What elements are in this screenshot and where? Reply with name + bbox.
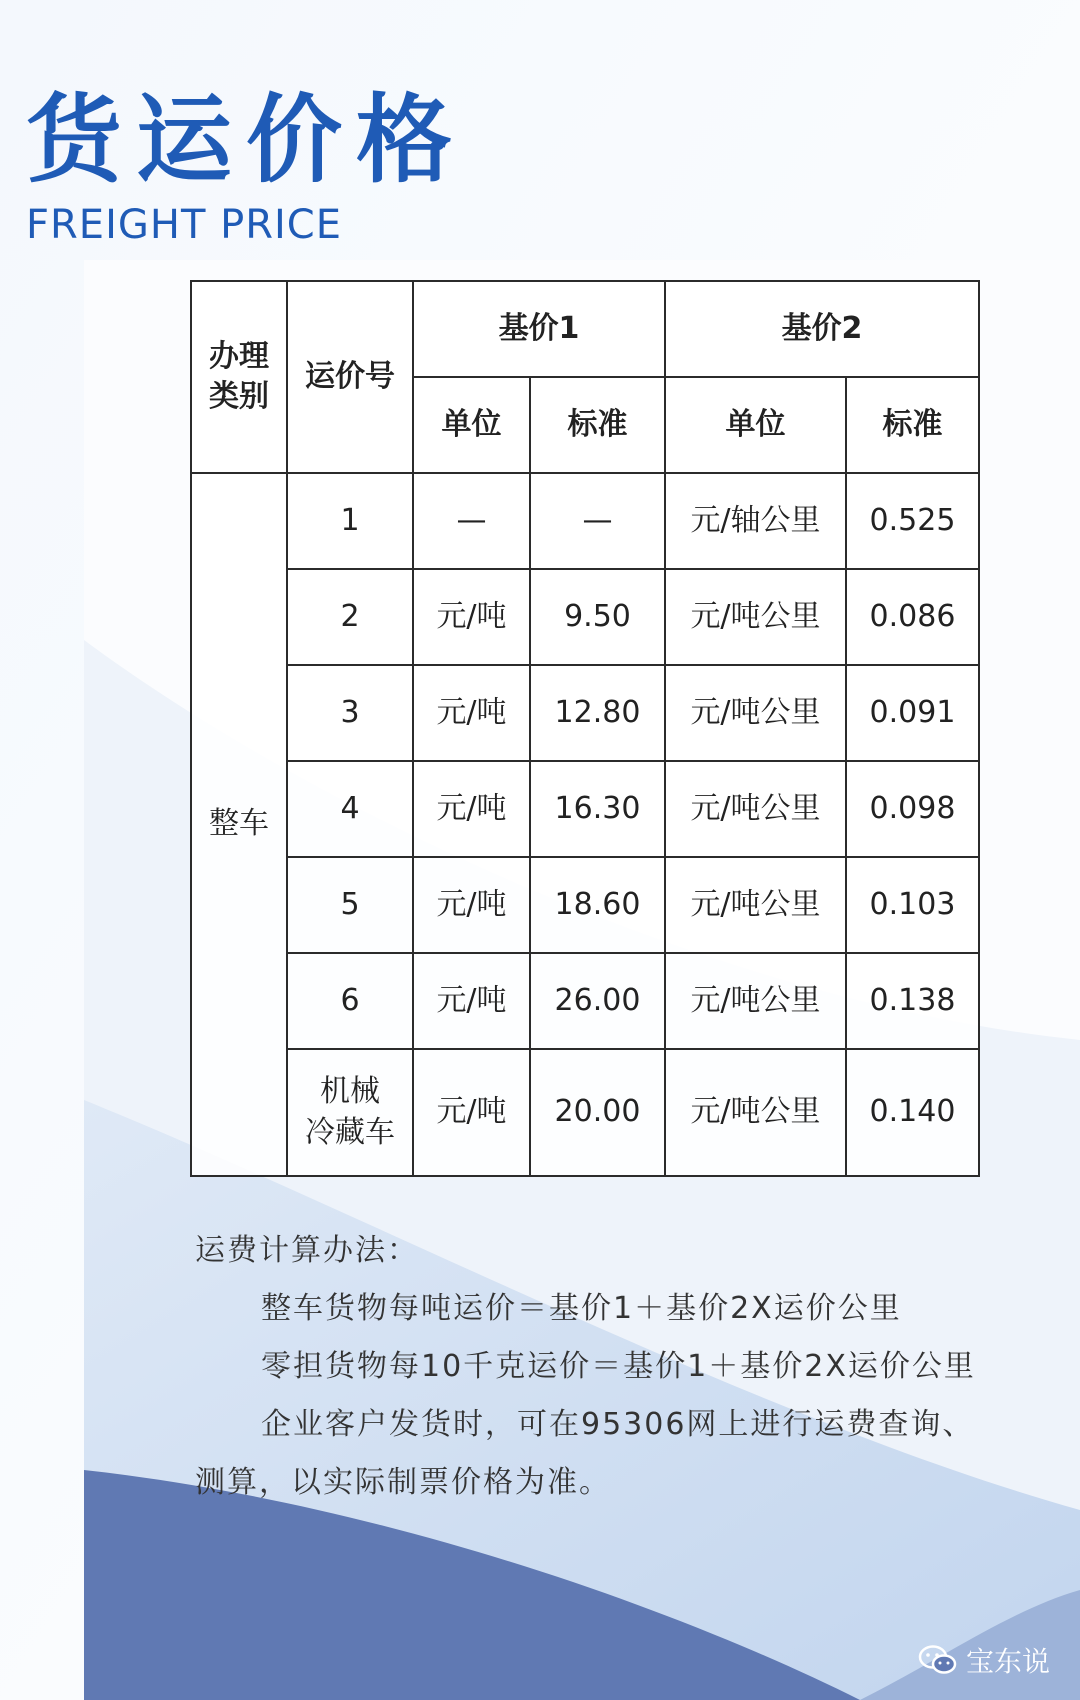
rate-no-cell: 3 xyxy=(287,665,413,761)
base1-unit-cell: 元/吨 xyxy=(413,569,530,665)
rate-no-cell: 1 xyxy=(287,473,413,569)
base2-standard-cell: 0.098 xyxy=(846,761,979,857)
base1-unit-cell: 元/吨 xyxy=(413,953,530,1049)
header-base1: 基价1 xyxy=(413,281,665,377)
table-row xyxy=(191,857,979,953)
calculation-notes xyxy=(195,1222,1015,1512)
base1-standard-cell: 12.80 xyxy=(530,665,665,761)
table-row xyxy=(191,569,979,665)
freight-price-table xyxy=(190,280,980,1177)
header-base2: 基价2 xyxy=(665,281,979,377)
base1-standard-cell: 26.00 xyxy=(530,953,665,1049)
table-row xyxy=(191,665,979,761)
watermark xyxy=(918,1640,1050,1680)
watermark-text: 宝东说 xyxy=(966,1645,1051,1678)
base2-unit-cell: 元/吨公里 xyxy=(665,857,846,953)
base1-standard-cell: 16.30 xyxy=(530,761,665,857)
base2-unit-cell: 元/轴公里 xyxy=(665,473,846,569)
header-category: 办理 类别 xyxy=(191,281,287,473)
base1-standard-cell: — xyxy=(530,473,665,569)
table-row xyxy=(191,761,979,857)
base1-standard-cell: 9.50 xyxy=(530,569,665,665)
base2-standard-cell: 0.103 xyxy=(846,857,979,953)
notes-line-enterprise-cont: 测算，以实际制票价格为准。 xyxy=(195,1465,611,1500)
base2-standard-cell: 0.140 xyxy=(846,1049,979,1176)
table-row xyxy=(191,1049,979,1176)
rate-no-cell: 机械 冷藏车 xyxy=(287,1049,413,1176)
category-cell: 整车 xyxy=(191,473,287,1176)
base1-standard-cell: 20.00 xyxy=(530,1049,665,1176)
rate-no-cell: 4 xyxy=(287,761,413,857)
rate-no-cell: 5 xyxy=(287,857,413,953)
header-base1-unit: 单位 xyxy=(413,377,530,473)
base2-standard-cell: 0.525 xyxy=(846,473,979,569)
table-row xyxy=(191,473,979,569)
base1-unit-cell: 元/吨 xyxy=(413,1049,530,1176)
header-base2-standard: 标准 xyxy=(846,377,979,473)
base2-standard-cell: 0.091 xyxy=(846,665,979,761)
notes-line-enterprise: 企业客户发货时，可在95306网上进行运费查询、 xyxy=(261,1407,975,1442)
base2-unit-cell: 元/吨公里 xyxy=(665,761,846,857)
table-row xyxy=(191,953,979,1049)
base2-unit-cell: 元/吨公里 xyxy=(665,953,846,1049)
base2-unit-cell: 元/吨公里 xyxy=(665,1049,846,1176)
header-rate-no: 运价号 xyxy=(287,281,413,473)
notes-line-full-car: 整车货物每吨运价＝基价1＋基价2X运价公里 xyxy=(261,1291,902,1326)
base2-unit-cell: 元/吨公里 xyxy=(665,665,846,761)
base1-unit-cell: 元/吨 xyxy=(413,665,530,761)
page-title: 货运价格 xyxy=(26,84,466,196)
base1-unit-cell: 元/吨 xyxy=(413,761,530,857)
header-base1-standard: 标准 xyxy=(530,377,665,473)
rate-no-cell: 2 xyxy=(287,569,413,665)
base2-standard-cell: 0.138 xyxy=(846,953,979,1049)
wechat-icon xyxy=(918,1644,958,1676)
base1-unit-cell: — xyxy=(413,473,530,569)
header-base2-unit: 单位 xyxy=(665,377,846,473)
base2-unit-cell: 元/吨公里 xyxy=(665,569,846,665)
base2-standard-cell: 0.086 xyxy=(846,569,979,665)
rate-no-cell: 6 xyxy=(287,953,413,1049)
base1-standard-cell: 18.60 xyxy=(530,857,665,953)
base1-unit-cell: 元/吨 xyxy=(413,857,530,953)
page-subtitle: FREIGHT PRICE xyxy=(26,202,343,248)
table-header-row xyxy=(191,281,979,377)
notes-heading: 运费计算办法： xyxy=(195,1233,419,1268)
notes-line-less-than-car: 零担货物每10千克运价＝基价1＋基价2X运价公里 xyxy=(261,1349,976,1384)
